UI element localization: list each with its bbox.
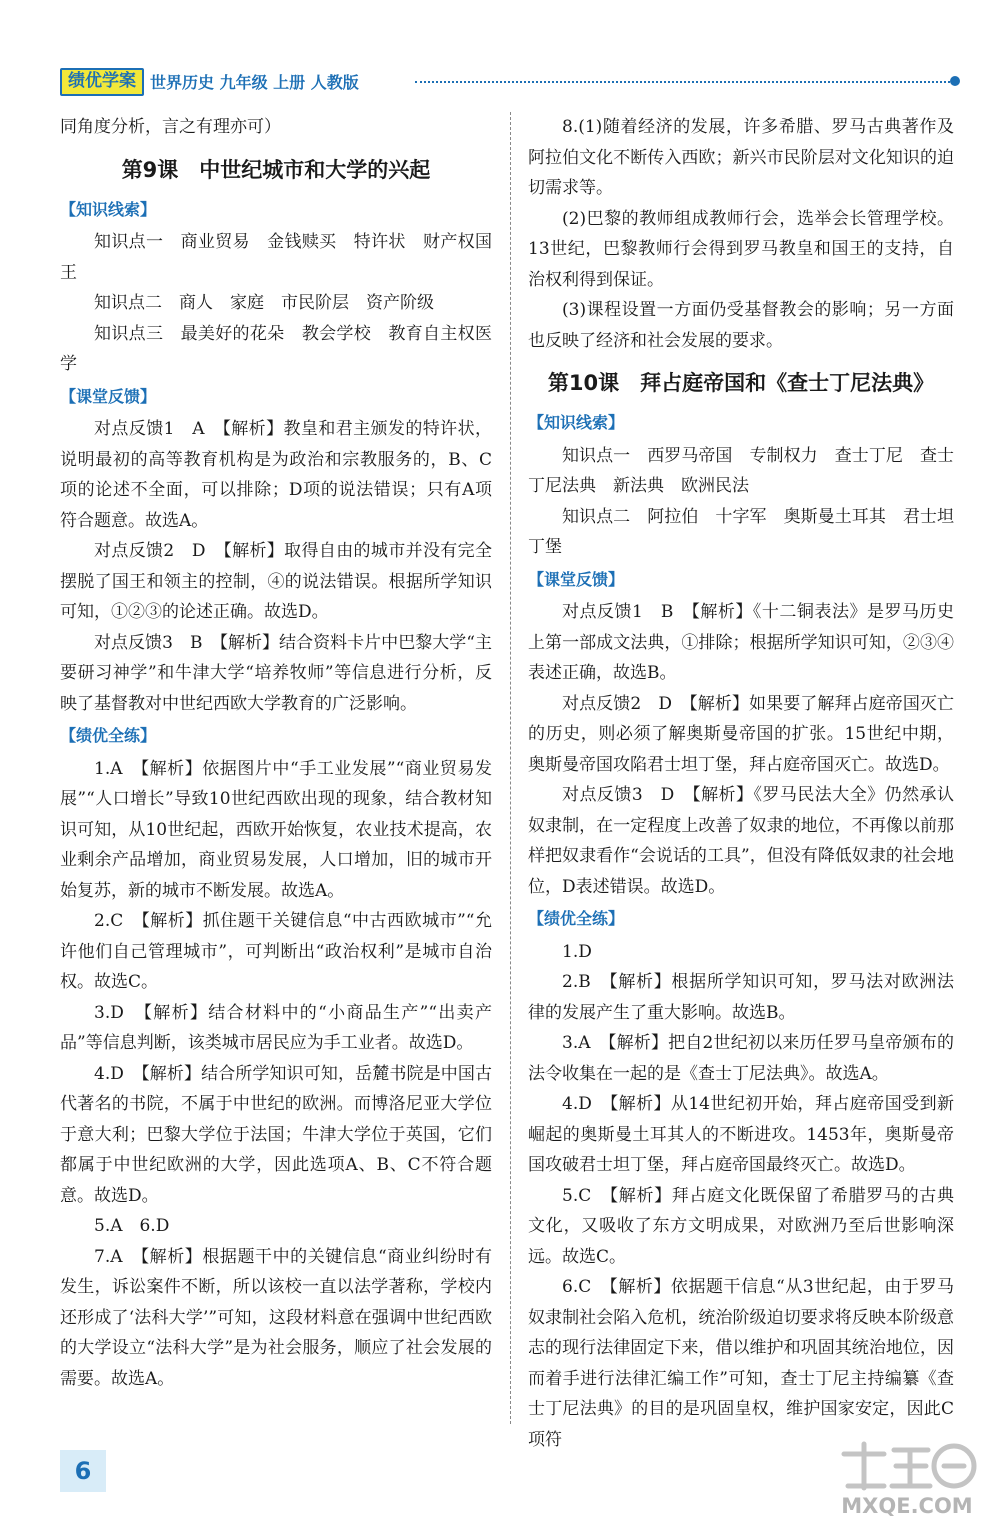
feedback-answer: 对点反馈3 D 【解析】《罗马民法大全》仍然承认奴隶制，在一定程度上改善了奴隶的地位，不再像以前那样把奴隶看作“会说话的工具”，但没有降低奴隶的社会地位，D表述错误。故选D。 (528, 785, 954, 897)
brand-logo: 绩优学案 (60, 68, 144, 96)
knowledge-point: 知识点二 阿拉伯 十字军 奥斯曼土耳其 君士坦丁堡 (528, 506, 954, 557)
exercise-answer: 2.B 【解析】根据所学知识可知，罗马法对欧洲法律的发展产生了重大影响。故选B。 (528, 972, 954, 1023)
knowledge-point: 知识点三 最美好的花朵 教会学校 教育自主权医学 (60, 323, 492, 374)
exercise-answer: (2)巴黎的教师组成教师行会，选举会长管理学校。13世纪，巴黎教师行会得到罗马教皇和国王的支持，自治权利得到保证。 (528, 208, 954, 290)
feedback-answer: 对点反馈3 B 【解析】结合资料卡片中巴黎大学“主要研习神学”和牛津大学“培养牧师”等信息进行分析，反映了基督教对中世纪西欧大学教育的广泛影响。 (60, 632, 492, 714)
exercise-answer: 4.D 【解析】从14世纪初开始，拜占庭帝国受到新崛起的奥斯曼土耳其人的不断进攻。1453年，奥斯曼帝国攻破君士坦丁堡，拜占庭帝国最终灭亡。故选D。 (528, 1094, 954, 1175)
feedback-answer: 对点反馈1 B 【解析】《十二铜表法》是罗马历史上第一部成文法典，①排除；根据所学知识可知，②③④表述正确，故选B。 (528, 602, 954, 683)
exercise-answer: 8.(1)随着经济的发展，许多希腊、罗马古典著作及阿拉伯文化不断传入西欧；新兴市民阶层对文化知识的迫切需求等。 (528, 117, 954, 198)
exercise-answer: 4.D 【解析】结合所学知识可知，岳麓书院是中国古代著名的书院，不属于中世纪的欧洲。而博洛尼亚大学位于意大利；巴黎大学位于法国；牛津大学位于英国，它们都属于中世纪欧洲的大学，因此选项A、B、C不符合题意。故选D。 (60, 1063, 492, 1206)
exercise-answer: 5.A 6.D (94, 1216, 170, 1236)
lesson-title: 第10课 拜占庭帝国和《查士丁尼法典》 (547, 371, 935, 395)
right-column (528, 112, 954, 1455)
rule-end-dot (950, 76, 960, 86)
dotted-rule (415, 81, 950, 83)
section-heading: 【知识线索】 (528, 413, 625, 432)
knowledge-point: 知识点二 商人 家庭 市民阶层 资产阶级 (94, 293, 434, 313)
breadcrumb: 世界历史 九年级 上册 人教版 (150, 73, 359, 92)
exercise-answer: 3.A 【解析】把自2世纪初以来历任罗马皇帝颁布的法令收集在一起的是《查士丁尼法典》。故选A。 (528, 1033, 954, 1084)
exercise-answer: 2.C 【解析】抓住题干关键信息“中古西欧城市”“允许他们自己管理城市”，可判断出“政治权利”是城市自治权。故选C。 (60, 911, 492, 992)
feedback-answer: 对点反馈2 D 【解析】取得自由的城市并没有完全摆脱了国王和领主的控制，④的说法错误。根据所学知识可知，①②③的论述正确。故选D。 (60, 541, 492, 622)
section-heading: 【课堂反馈】 (528, 569, 625, 589)
column-divider (510, 112, 511, 1424)
knowledge-point: 知识点一 商业贸易 金钱赎买 特许状 财产权国王 (60, 232, 492, 283)
intro-text: 同角度分析，言之有理亦可） (60, 117, 281, 137)
knowledge-point: 知识点一 西罗马帝国 专制权力 查士丁尼 查士丁尼法典 新法典 欧洲民法 (528, 445, 954, 496)
exercise-answer: (3)课程设置一方面仍受基督教会的影响；另一方面也反映了经济和社会发展的要求。 (528, 300, 954, 351)
watermark-logo (832, 1436, 982, 1526)
exercise-answer: 6.C 【解析】依据题干信息“从3世纪起，由于罗马奴隶制社会陷入危机，统治阶级迫切要求将反映本阶级意志的现行法律固定下来，借以维护和巩固其统治地位，因而着手进行法律汇编工作”可知，查士丁尼主持编纂《查士丁尼法典》的目的是巩固皇权，维护国家安定，因此C项符 (528, 1277, 954, 1450)
feedback-answer: 对点反馈2 D 【解析】如果要了解拜占庭帝国灭亡的历史，则必须了解奥斯曼帝国的扩张。15世纪中期，奥斯曼帝国攻陷君士坦丁堡，拜占庭帝国灭亡。故选D。 (528, 693, 954, 775)
exercise-answer: 1.D (562, 941, 592, 962)
section-heading: 【绩优全练】 (60, 726, 157, 745)
left-column (60, 112, 492, 1394)
feedback-answer: 对点反馈1 A 【解析】教皇和君主颁发的特许状，说明最初的高等教育机构是为政治和宗教服务的，B、C项的论述不全面，可以排除；D项的说法错误；只有A项符合题意。故选A。 (60, 419, 492, 531)
page-header (60, 68, 960, 94)
section-heading: 【知识线索】 (60, 199, 157, 219)
lesson-title: 第9课 中世纪城市和大学的兴起 (121, 157, 431, 182)
exercise-answer: 7.A 【解析】根据题干中的关键信息“商业纠纷时有发生，诉讼案件不断，所以该校一直以法学著称，学校内还形成了‘法科大学’”可知，这段材料意在强调中世纪西欧的大学设立“法科大学”是为社会服务，顺应了社会发展的需要。故选A。 (60, 1246, 492, 1389)
watermark-text: MXQE.COM (841, 1494, 973, 1518)
section-heading: 【课堂反馈】 (60, 386, 157, 406)
exercise-answer: 5.C 【解析】拜占庭文化既保留了希腊罗马的古典文化，又吸收了东方文明成果，对欧洲乃至后世影响深远。故选C。 (528, 1185, 954, 1267)
watermark-stamp-icon (832, 1436, 982, 1496)
page-number: 6 (60, 1450, 106, 1492)
section-heading: 【绩优全练】 (528, 909, 625, 928)
exercise-answer: 3.D 【解析】结合材料中的“小商品生产”“出卖产品”等信息判断，该类城市居民应为手工业者。故选D。 (60, 1002, 492, 1053)
exercise-answer: 1.A 【解析】依据图片中“手工业发展”“商业贸易发展”“人口增长”导致10世纪西欧出现的现象，结合教材知识可知，从10世纪起，西欧开始恢复，农业技术提高，农业剩余产品增加，商业贸易发展，人口增加，旧的城市开始复苏，新的城市不断发展。故选A。 (60, 758, 492, 901)
